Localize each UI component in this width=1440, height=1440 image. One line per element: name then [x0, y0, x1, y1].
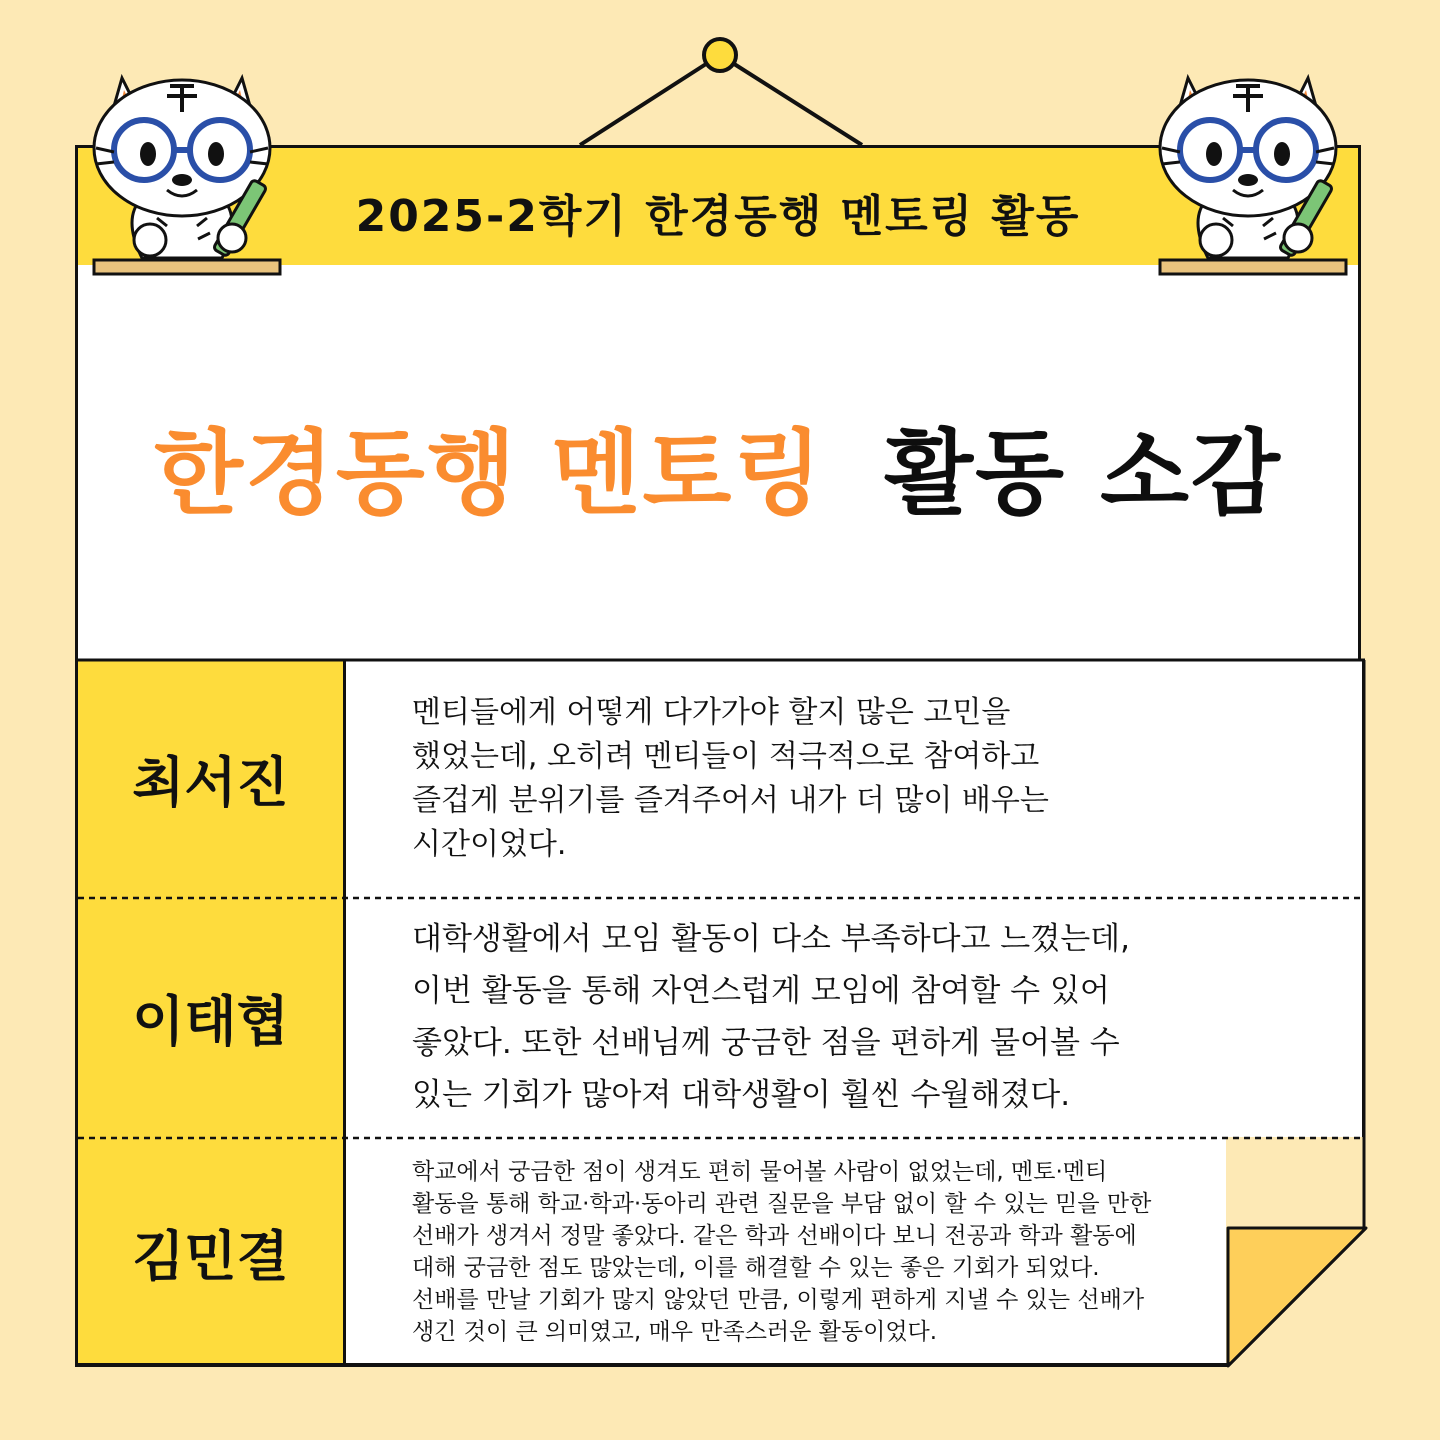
notice-board [75, 145, 1367, 1367]
review-line: 좋았다. 또한 선배님께 궁금한 점을 편하게 물어볼 수 [412, 1025, 1120, 1061]
review-text [346, 1137, 1226, 1367]
table-row [75, 897, 1365, 1137]
mentor-name: 김민결 [75, 1137, 346, 1367]
review-line: 선배를 만날 기회가 많지 않았던 만큼, 이렇게 편하게 지낼 수 있는 선배가 [412, 1287, 1145, 1313]
headline-panel [75, 265, 1361, 663]
review-line: 선배가 생겨서 정말 좋았다. 같은 학과 선배이다 보니 전공과 학과 활동에 [412, 1223, 1137, 1249]
review-line: 멘티들에게 어떻게 다가가야 할지 많은 고민을 [412, 694, 1011, 730]
reviews-table [75, 660, 1365, 1367]
review-line: 이번 활동을 통해 자연스럽게 모임에 참여할 수 있어 [412, 973, 1110, 1009]
headline-orange: 한경동행 멘토링 [154, 420, 825, 527]
review-text [346, 660, 1365, 897]
banner-title: 2025-2학기 한경동행 멘토링 활동 [355, 191, 1081, 242]
review-line: 활동을 통해 학교·학과·동아리 관련 질문을 부담 없이 할 수 있는 믿을 만한 [412, 1191, 1152, 1217]
review-line: 대학생활에서 모임 활동이 다소 부족하다고 느꼈는데, [412, 921, 1130, 957]
table-row [75, 660, 1365, 897]
tiger-mascot-icon [1148, 68, 1348, 278]
review-text [346, 897, 1365, 1137]
review-line: 즐겁게 분위기를 즐겨주어서 내가 더 많이 배우는 [412, 782, 1049, 818]
headline-black: 활동 소감 [884, 420, 1282, 527]
review-line: 했었는데, 오히려 멘티들이 적극적으로 참여하고 [412, 738, 1040, 774]
review-line: 있는 기회가 많아져 대학생활이 훨씬 수월해졌다. [412, 1077, 1071, 1113]
review-line: 학교에서 궁금한 점이 생겨도 편히 물어볼 사람이 없었는데, 멘토·멘티 [412, 1159, 1108, 1185]
review-line: 생긴 것이 큰 의미였고, 매우 만족스러운 활동이었다. [412, 1319, 938, 1345]
review-line: 대해 궁금한 점도 많았는데, 이를 해결할 수 있는 좋은 기회가 되었다. [412, 1255, 1100, 1281]
table-row [75, 1137, 1365, 1367]
review-line: 시간이었다. [412, 826, 567, 862]
page-title [78, 400, 1358, 532]
tiger-mascot-icon [82, 68, 282, 278]
mentor-name: 최서진 [75, 660, 346, 897]
pin-icon [704, 39, 736, 71]
mentor-name: 이태협 [75, 897, 346, 1137]
